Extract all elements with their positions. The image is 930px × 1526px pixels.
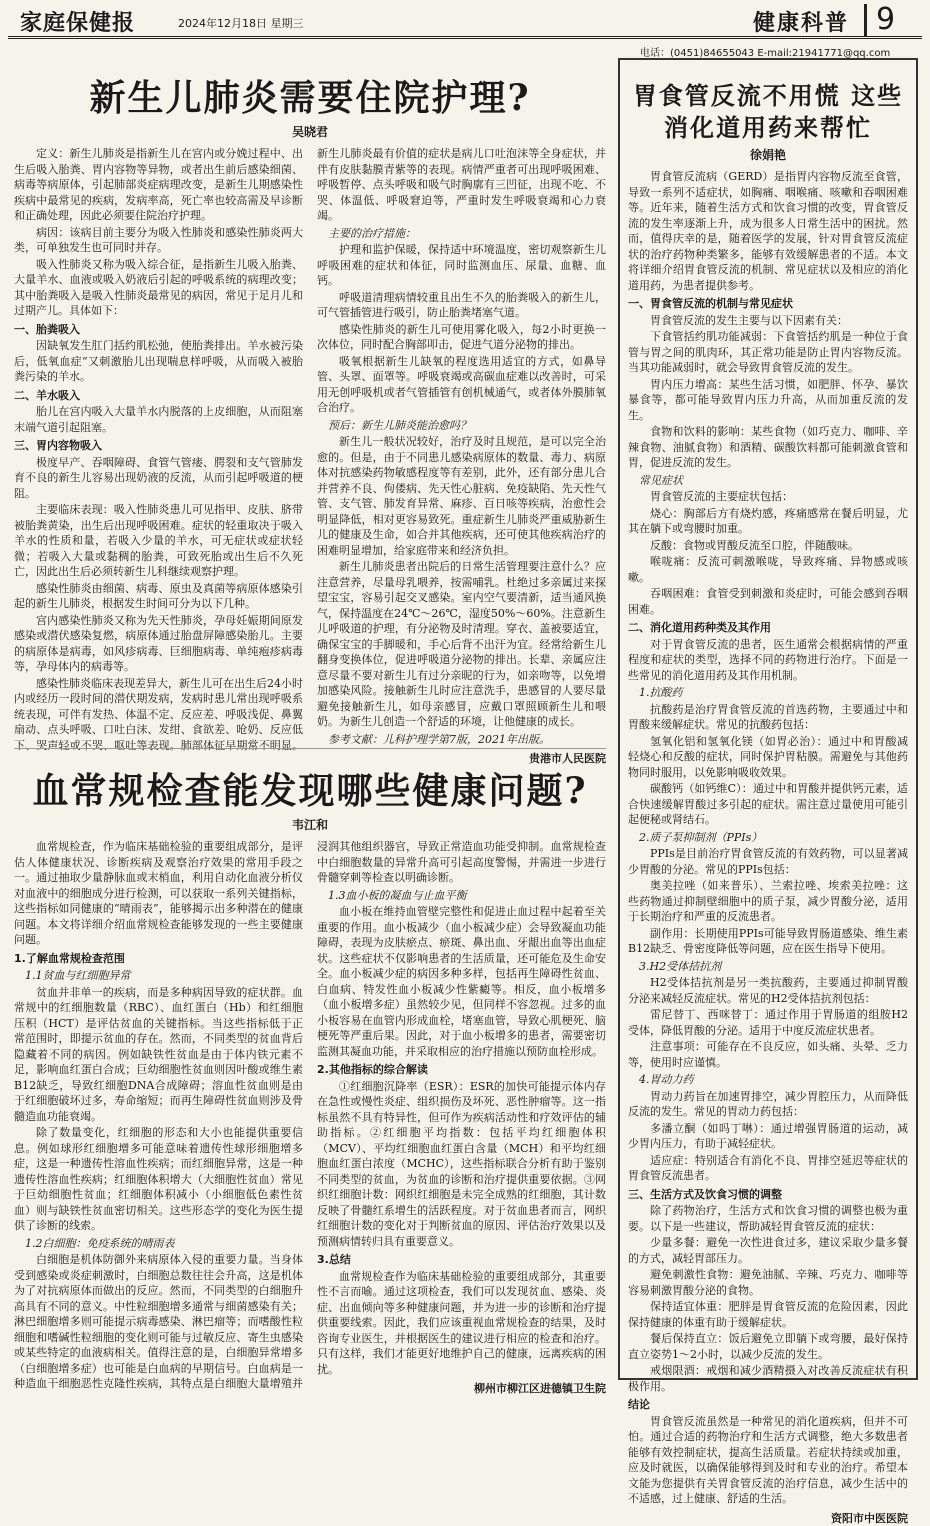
paragraph: 碳酸钙（如钙维C）：通过中和胃酸并提供钙元素，适合快速缓解胃酸过多引起的症状。需注意过量使用可能引起便秘或肾结石。 bbox=[628, 781, 908, 828]
article-blood-test bbox=[14, 748, 606, 1385]
subheading: 常见症状 bbox=[628, 473, 908, 489]
article-author: 徐娟艳 bbox=[628, 146, 908, 163]
paragraph: 极度早产、吞咽障碍、食管气管瘘、腭裂和支气管肺发育不良的新生儿容易出现奶液的反流，从而引起呼吸道的梗阻。 bbox=[14, 455, 303, 502]
paragraph: 下食管括约肌功能减弱：下食管括约肌是一种位于食管与胃之间的肌肉环，其正常功能是防止胃内容物反流。当其功能减弱时，就会导致胃食管反流的发生。 bbox=[628, 329, 908, 376]
paragraph: 反酸：食物或胃酸反流至口腔，伴随酸味。 bbox=[628, 538, 908, 554]
section-heading: 一、胎粪吸入 bbox=[14, 322, 303, 338]
paragraph: 贫血并非单一的疾病，而是多种病因导致的症状群。血常规中的红细胞数量（RBC）、血红蛋白（Hb）和红细胞压积（HCT）是评估贫血的关键指标。当这些指标低于正常范围时，即提示贫血的存在。然而，不同类型的贫血背后隐藏着不同的病因。例如缺铁性贫血是由于体内铁元素不足，影响血红蛋白合成；巨幼细胞性贫血则因叶酸或维生素B12缺乏，导致红细胞DNA合成障碍；溶血性贫血则是由于红细胞破坏过多，寿命缩短；而再生障碍性贫血则涉及骨髓造血功能衰竭。 bbox=[14, 985, 303, 1125]
article-body bbox=[14, 839, 606, 1397]
section-heading: 3.总结 bbox=[317, 1252, 606, 1268]
paragraph: 氢氧化铝和氢氧化镁（如胃必治）：通过中和胃酸减轻烧心和反酸的症状，同时保护胃粘膜。需避免与其他药物同时服用，以免影响吸收效果。 bbox=[628, 734, 908, 781]
subheading: 1.抗酸药 bbox=[628, 685, 908, 701]
paragraph: 感染性肺炎的新生儿可使用雾化吸入，每2小时更换一次体位，同时配合胸部叩击，促进气道分泌物的排出。 bbox=[317, 322, 606, 353]
subheading: 1.1贫血与红细胞异常 bbox=[14, 968, 303, 984]
paragraph: 血小板在维持血管壁完整性和促进止血过程中起着至关重要的作用。血小板减少（血小板减少症）会导致凝血功能障碍，表现为皮肤瘀点、瘀斑、鼻出血、牙龈出血等出血症状。这些症状不仅影响患者的生活质量，还可能危及生命安全。血小板减少症的病因多种多样，包括再生障碍性贫血、白血病、特发性血小板减少性紫癜等。相反，血小板增多（血小板增多症）虽然较少见，但同样不容忽视。过多的血小板容易在血管内形成血栓，堵塞血管，导致心肌梗死、脑梗死等严重后果。因此，对于血小板增多的患者，需要密切监测其凝血功能，并采取相应的治疗措施以预防血栓形成。 bbox=[317, 904, 606, 1059]
paragraph: 血常规检查作为临床基础检验的重要组成部分，其重要性不言而喻。通过这项检查，我们可以发现贫血、感染、炎症、出血倾向等多种健康问题，并为进一步的诊断和治疗提供重要线索。因此，我们应该重视血常规检查的结果，及时咨询专业医生，并根据医生的建议进行相应的检查和治疗。只有这样，我们才能更好地维护自己的健康，远离疾病的困扰。 bbox=[317, 1269, 606, 1378]
article-title: 血常规检查能发现哪些健康问题? bbox=[14, 763, 606, 814]
paragraph: 保持适宜体重：肥胖是胃食管反流的危险因素，因此保持健康的体重有助于缓解症状。 bbox=[628, 1299, 908, 1330]
page-number: 9 bbox=[876, 2, 895, 37]
paragraph: 血常规检查，作为临床基础检验的重要组成部分，是评估人体健康状况、诊断疾病及观察治疗效果的常用手段之一。通过抽取少量静脉血或末梢血，利用自动化血液分析仪对血液中的细胞成分进行检测，可以获取一系列关键指标，这些指标如同健康的“晴雨表”，能够揭示出多种潜在的健康问题。本文将详细介绍血常规检查能够发现的一些主要健康问题。 bbox=[14, 839, 303, 948]
section-heading: 二、消化道用药种类及其作用 bbox=[628, 620, 908, 636]
section-title: 健康科普 bbox=[753, 6, 849, 37]
paragraph: 吞咽困难：食管受到刺激和炎症时，可能会感到吞咽困难。 bbox=[628, 586, 908, 617]
subheading: 3.H2受体拮抗剂 bbox=[628, 959, 908, 975]
section-heading: 1.了解血常规检查范围 bbox=[14, 951, 303, 967]
article-author: 吴晓君 bbox=[14, 123, 606, 140]
paragraph: 适应症：特别适合有消化不良、胃排空延迟等症状的胃食管反流患者。 bbox=[628, 1153, 908, 1184]
section-heading: 2.其他指标的综合解读 bbox=[317, 1062, 606, 1078]
section-heading: 二、羊水吸入 bbox=[14, 388, 303, 404]
paragraph: 胃动力药旨在加速胃排空，减少胃腔压力，从而降低反流的发生。常见的胃动力药包括： bbox=[628, 1089, 908, 1120]
paragraph: 胃食管反流病（GERD）是指胃内容物反流至食管，导致一系列不适症状，如胸痛、咽喉痛、咳嗽和吞咽困难等。近年来，随着生活方式和饮食习惯的改变，胃食管反流的发生率逐渐上升，成为很多人日常生活中的困扰。然而，值得庆幸的是，随着医学的发展，针对胃食管反流症状的治疗药物种类繁多，能够有效缓解患者的不适。本文将详细介绍胃食管反流的机制、常见症状以及相应的消化道用药，为患者提供参考。 bbox=[628, 169, 908, 293]
article-author: 韦江和 bbox=[14, 816, 606, 833]
paragraph: 少量多餐：避免一次性进食过多，建议采取少量多餐的方式，减轻胃部压力。 bbox=[628, 1235, 908, 1266]
paragraph: 宫内感染性肺炎又称为先天性肺炎，孕母妊娠期间原发感染或潜伏感染复燃，病原体通过胎盘屏障感染胎儿。主要的病原体是病毒，如风疹病毒、巨细胞病毒、单纯疱疹病毒等，孕母体内的病毒等。 bbox=[14, 613, 303, 675]
article-newborn-pneumonia bbox=[14, 58, 606, 736]
paragraph: ①红细胞沉降率（ESR）：ESR的加快可能提示体内存在急性或慢性炎症、组织损伤及坏死、恶性肿瘤等。这一指标虽然不具有特异性，但可作为疾病活动性和疗效评估的辅助指标。②红细胞平均指数：包括平均红细胞体积（MCV）、平均红细胞血红蛋白含量（MCH）和平均红细胞血红蛋白浓度（MCHC），这些指标联合分析有助于鉴别不同类型的贫血，为贫血的诊断和治疗提供重要依据。③网织红细胞计数：网织红细胞是未完全成熟的红细胞，其计数反映了骨髓红系增生的活跃程度。对于贫血患者而言，网织红细胞计数的变化对于判断贫血的原因、评估治疗效果以及预测病情转归具有重要意义。 bbox=[317, 1079, 606, 1250]
paragraph: 抗酸药是治疗胃食管反流的首选药物，主要通过中和胃酸来缓解症状。常见的抗酸药包括： bbox=[628, 702, 908, 733]
paragraph: 烧心：胸部后方有烧灼感，疼痛感常在餐后明显，尤其在躺下或弯腰时加重。 bbox=[628, 506, 908, 537]
subheading: 参考文献：儿科护理学第7版，2021年出版。 bbox=[317, 732, 606, 748]
paragraph: 多潘立酮（如吗丁啉）：通过增强胃肠道的运动，减少胃内压力，有助于减轻症状。 bbox=[628, 1121, 908, 1152]
article-title: 胃食管反流不用慌 这些消化道用药来帮忙 bbox=[628, 80, 908, 144]
article-body bbox=[628, 169, 908, 1526]
paragraph: 胎儿在宫内吸入大量羊水内脱落的上皮细胞，从而阻塞末端气道引起阻塞。 bbox=[14, 404, 303, 435]
paragraph: 主要临床表现：吸入性肺炎患儿可见指甲、皮肤、脐带被胎粪黄染，出生后出现呼吸困难。症状的轻重取决于吸入羊水的性质和量，若吸入少量的羊水，可无症状或症状轻微；若吸入大量或黏稠的胎粪，可致死胎或出生后不久死亡，因此出生后必须转新生儿科继续观察护理。 bbox=[14, 502, 303, 580]
paragraph: H2受体拮抗剂是另一类抗酸药，主要通过抑制胃酸分泌来减轻反流症状。常见的H2受体拮抗剂包括： bbox=[628, 975, 908, 1006]
article-gerd bbox=[618, 58, 918, 1380]
paragraph: 餐后保持直立：饭后避免立即躺下或弯腰，最好保持直立姿势1～2小时，以减少反流的发生。 bbox=[628, 1331, 908, 1362]
paragraph: 避免刺激性食物：避免油腻、辛辣、巧克力、咖啡等容易刺激胃酸分泌的食物。 bbox=[628, 1267, 908, 1298]
paragraph: 感染性肺炎由细菌、病毒、原虫及真菌等病原体感染引起的新生儿肺炎，根据发生时间可分为以下几种。 bbox=[14, 581, 303, 612]
paragraph: 食物和饮料的影响：某些食物（如巧克力、咖啡、辛辣食物、油腻食物）和酒精、碳酸饮料都可能刺激食管和胃，促进反流的发生。 bbox=[628, 424, 908, 471]
paragraph: 注意事项：可能存在不良反应，如头痛、头晕、乏力等，使用时应谨慎。 bbox=[628, 1039, 908, 1070]
paragraph: 吸氧根据新生儿缺氧的程度选用适宜的方式，如鼻导管、头罩、面罩等。呼吸衰竭或高碳血症难以改善时，可采用无创呼吸机或者气管插管有创机械通气，或者体外膜肺氧合治疗。 bbox=[317, 354, 606, 416]
paragraph: 吸入性肺炎又称为吸入综合征，是指新生儿吸入胎粪、大量羊水、血液或吸入奶液后引起的呼吸系统的病理改变；其中胎粪吸入是吸入性肺炎最常见的病因，常见于足月儿和过期产儿。具体如下： bbox=[14, 257, 303, 319]
page-divider bbox=[864, 4, 867, 36]
paragraph: 病因：该病目前主要分为吸入性肺炎和感染性肺炎两大类，可单独发生也可同时并存。 bbox=[14, 225, 303, 256]
paragraph: 新生儿一般状况较好，治疗及时且规范，是可以完全治愈的。但是，由于不同患儿感染病原体的数量、毒力、病原体对抗感染药物敏感程度等有差别，此外，还有部分患儿合并营养不良、佝偻病、先天性心脏病、免疫缺陷、先天性气管、支气管、肺发育异常、麻疹、百日咳等疾病，治愈性会明显降低，相对更容易致死。重症新生儿肺炎严重威胁新生儿的健康及生命，如合并其他疾病，还可使其他疾病治疗的困难明显增加，给家庭带来和经济负担。 bbox=[317, 434, 606, 558]
paragraph: 定义：新生儿肺炎是指新生儿在宫内或分娩过程中、出生后吸入胎粪、胃内容物等异物，或者出生前后感染细菌、病毒等病原体，引起肺部炎症病理改变，是新生儿期感染性疾病中最常见的疾病，发病率高，死亡率也较高需及早诊断和正确处理，因此必须要住院治疗护理。 bbox=[14, 146, 303, 224]
paragraph: 新生儿肺炎患者出院后的日常生活管理要注意什么？应注意营养，尽量母乳喂养，按需哺乳。杜绝过多亲属过来探望宝宝，容易引起交叉感染。室内空气要清新，适当通风换气，保持温度在24℃～26℃，湿度50%～60%。注意新生儿呼吸道的护理，有分泌物及时清理。穿衣、盖被要适宜，确保宝宝的手脚暖和，手心后背不出汗为宜。经常给新生儿翻身变换体位，促进呼吸道分泌物的排出。长辈、亲属应注意尽量不要对新生儿有过分亲昵的行为，如亲吻等，以免增加感染风险。接触新生儿时应注意洗手，患感冒的人要尽量避免接触新生儿，如母亲感冒，应戴口罩照顾新生儿和喂奶。为新生儿创造一个舒适的环境，让他健康的成长。 bbox=[317, 559, 606, 730]
subheading: 预后：新生儿肺炎能治愈吗？ bbox=[317, 418, 606, 434]
subheading: 4.胃动力药 bbox=[628, 1072, 908, 1088]
subheading: 1.3血小板的凝血与止血平衡 bbox=[317, 888, 606, 904]
section-heading: 结论 bbox=[628, 1397, 908, 1413]
paragraph: 副作用：长期使用PPIs可能导致胃肠道感染、维生素B12缺乏、骨密度降低等问题，应在医生指导下使用。 bbox=[628, 926, 908, 957]
paragraph: 胃内压力增高：某些生活习惯，如肥胖、怀孕、暴饮暴食等，都可能导致胃内压力升高，从而加重反流的发生。 bbox=[628, 377, 908, 424]
section-heading: 三、胃内容物吸入 bbox=[14, 438, 303, 454]
paragraph: 雷尼替丁、西咪替丁：通过作用于胃肠道的组胺H2受体，降低胃酸的分泌。适用于中度反流症状患者。 bbox=[628, 1007, 908, 1038]
paragraph: 胃食管反流的主要症状包括： bbox=[628, 489, 908, 505]
paragraph: 对于胃食管反流的患者，医生通常会根据病情的严重程度和症状的类型，选择不同的药物进行治疗。下面是一些常见的消化道用药及其作用机制。 bbox=[628, 637, 908, 684]
masthead bbox=[8, 6, 922, 39]
paragraph: 除了药物治疗，生活方式和饮食习惯的调整也极为重要。以下是一些建议，帮助减轻胃食管反流的症状： bbox=[628, 1203, 908, 1234]
subheading: 1.2白细胞：免疫系统的晴雨表 bbox=[14, 1236, 303, 1252]
article-source: 贵港市人民医院 bbox=[317, 751, 606, 767]
paragraph: 白细胞是机体防御外来病原体入侵的重要力量。当身体受到感染或炎症刺激时，白细胞总数往往会升高，这是机体为了对抗病原体而做出的反应。然而，不同类型的白细胞升高具有不同的意义。中性粒细胞增多通常与细菌感染有关；淋巴细胞增多则可能提示病毒感染、淋巴瘤等；而嗜酸性粒细胞和嗜碱性粒细胞的变化则可能与过敏反应、寄生虫感染或某些特定的血液病相关。值得注意的是，白细胞异常增多（白细胞增多症）也可能是白血病的早期信号。白血病是一种造血干细胞恶性克隆性疾病，其特点是白细胞大量增殖并浸润其他组织器官，导致正常造血功能受抑制。血常规检查中白细胞数量的异常升高可引起高度警惕，并需进一步进行骨髓穿刺等检查以明确诊断。 bbox=[14, 839, 606, 1397]
contact-line: 电话：(0451)84655043 E-mail:21941771@qq.com bbox=[640, 44, 890, 59]
subheading: 主要的治疗措施： bbox=[317, 226, 606, 242]
section-heading: 三、生活方式及饮食习惯的调整 bbox=[628, 1187, 908, 1203]
article-source: 资阳市中医医院 bbox=[628, 1511, 908, 1526]
paragraph: 胃食管反流的发生主要与以下因素有关： bbox=[628, 313, 908, 329]
paragraph: 护理和监护保暖，保持适中环境温度，密切观察新生儿呼吸困难的症状和体征，同时监测血压、尿量、血糖、血钙。 bbox=[317, 242, 606, 289]
paragraph: 因缺氧发生肛门括约肌松弛，使胎粪排出。羊水被污染后，低氧血症“又刺激胎儿出现喘息样呼吸，从而吸入被胎粪污染的羊水。 bbox=[14, 338, 303, 385]
paragraph: 除了数量变化，红细胞的形态和大小也能提供重要信息。例如球形红细胞增多可能意味着遗传性球形细胞增多症，这是一种遗传性溶血性疾病；而红细胞异常，这是一种遗传性溶血性疾病；红细胞体积增大（大细胞性贫血）常见于巨幼细胞性贫血；红细胞体积减小（小细胞低色素性贫血）则与缺铁性贫血密切相关。这些形态学的变化为医生提供了诊断的线索。 bbox=[14, 1125, 303, 1234]
section-heading: 一、胃食管反流的机制与常见症状 bbox=[628, 296, 908, 312]
paragraph: 呼吸道清理病情较重且出生不久的胎粪吸入的新生儿，可气管插管进行吸引，防止胎粪堵塞气道。 bbox=[317, 290, 606, 321]
paragraph: 胃食管反流虽然是一种常见的消化道疾病，但并不可怕。通过合适的药物治疗和生活方式调整，绝大多数患者能够有效控制症状，提高生活质量。若症状持续或加重，应及时就医，以确保能够得到及时和专业的治疗。希望本文能为您提供有关胃食管反流的治疗信息，减少生活中的不适感，过上健康、舒适的生活。 bbox=[628, 1414, 908, 1507]
article-body bbox=[14, 146, 606, 767]
paragraph: 奥美拉唑（如来普乐）、兰索拉唑、埃索美拉唑：这些药物通过抑制壁细胞中的质子泵，减少胃酸分泌，适用于长期治疗和严重的反流患者。 bbox=[628, 878, 908, 925]
article-title: 新生儿肺炎需要住院护理? bbox=[14, 70, 606, 121]
paragraph: 喉咙痛：反流可刺激喉咙，导致疼痛、异物感或咳嗽。 bbox=[628, 554, 908, 585]
paper-name: 家庭保健报 bbox=[20, 6, 135, 37]
subheading: 2.质子泵抑制剂（PPIs） bbox=[628, 830, 908, 846]
article-source: 柳州市柳江区进德镇卫生院 bbox=[317, 1381, 606, 1397]
paragraph: 感染性肺炎临床表现差异大，新生儿可在出生后24小时内或经历一段时间的潜伏期发病，发病时患儿常出现呼吸系统表现，可伴有发热、体温不定、反应差、呼吸浅促、鼻翼扇动、点头呼吸、口吐白沫、发绀、食欲差、呛奶、反应低下、哭声轻或不哭、呕吐等表现。肺部体征早期常不明显。新生儿肺炎最有价值的症状是病儿口吐泡沫等全身症状，并伴有皮肤黏膜青紫等的表现。病情严重者可出现呼吸困难、呼吸暂停、点头呼吸和吸气时胸廓有三凹征，出现不吃、不哭、体温低、呼吸窘迫等，严重时发生呼吸衰竭和心力衰竭。 bbox=[14, 146, 606, 767]
issue-date: 2024年12月18日 星期三 bbox=[178, 15, 304, 31]
paragraph: PPIs是目前治疗胃食管反流的有效药物，可以显著减少胃酸的分泌。常见的PPIs包括： bbox=[628, 846, 908, 877]
paragraph: 戒烟限酒：戒烟和减少酒精摄入对改善反流症状有积极作用。 bbox=[628, 1363, 908, 1394]
